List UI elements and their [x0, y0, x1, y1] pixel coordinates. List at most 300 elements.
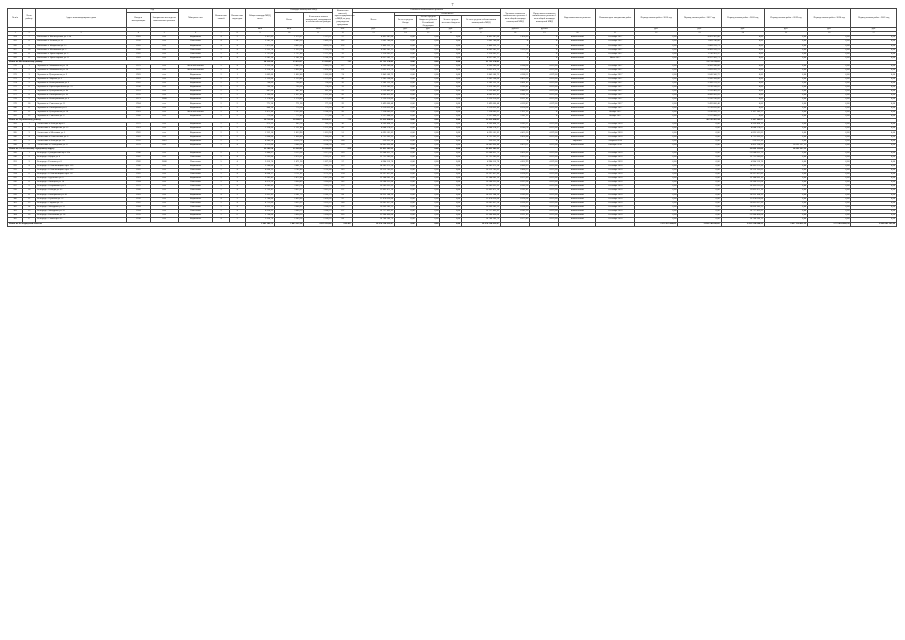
cell-wall: Кирпичные [178, 102, 213, 106]
cell-no: 283 [8, 123, 23, 127]
cell-area_all: 1 555,70 [275, 48, 304, 52]
cell-people: 95 [333, 197, 352, 201]
cell-p16: 0,00 [635, 106, 678, 110]
cell-own: 4 731 962,93 [462, 135, 501, 139]
cell-area: 1 178,00 [245, 98, 274, 102]
cell-p17: 4 903 241,21 [678, 48, 721, 52]
cell-max: 4 676,00 [530, 127, 559, 131]
cell-fund: 0,00 [395, 73, 417, 77]
cell-p19: 0,00 [764, 181, 807, 185]
cell-max: 4 676,00 [530, 197, 559, 201]
cell-own: 13 144 903,16 [462, 177, 501, 181]
cell-reg: 0,00 [416, 131, 440, 135]
cell-p19: 0,00 [764, 177, 807, 181]
cell-date: Сентябрь 2018 [596, 193, 635, 197]
cell-last: нет [150, 69, 178, 73]
cell-own: 14 845 896,48 [462, 143, 501, 147]
cell-unit: 4 504,54 [501, 65, 530, 69]
header-col-year-built: Ввода в эксплуатацию [126, 12, 150, 28]
cell-date: Сентябрь 2018 [596, 177, 635, 181]
header-col-p2016: Период оплаты работ - 2016 год [635, 9, 678, 28]
cell-wall: Кирпичные [178, 98, 213, 102]
cell-no: 270 [8, 65, 23, 69]
cell-p16: 0,00 [635, 40, 678, 44]
cell-reg: 0,00 [416, 214, 440, 218]
cell-no: 281 [8, 110, 23, 114]
grand-total-fund: 0,00 [395, 222, 417, 226]
cell-area_res: 3 081,19 [304, 164, 333, 168]
cell-people: 48 [333, 77, 352, 81]
cell-kind: комплексный [559, 56, 596, 60]
cell-fund: 0,00 [395, 177, 417, 181]
cell-cost: 4 731 962,93 [352, 135, 394, 139]
cell-p17: 0,00 [678, 189, 721, 193]
cell-date: Сентябрь 2018 [596, 156, 635, 160]
cell-own: 4 903 241,21 [462, 48, 501, 52]
cell-last: нет [150, 193, 178, 197]
cell-floors: 2 [213, 114, 229, 118]
cell-area: 3 541,34 [245, 40, 274, 44]
cell-unit: 4 386,42 [501, 85, 530, 89]
cell-cost: 3 559 403,41 [352, 90, 394, 94]
cell-floors: 5 [213, 214, 229, 218]
cell-area_all: 3 648,92 [275, 205, 304, 209]
cell-p16: 0,00 [635, 210, 678, 214]
cell-reg: 0,00 [416, 218, 440, 222]
cell-wall: Кирпичные [178, 77, 213, 81]
cell-ent: 1 [229, 152, 245, 156]
cell-p17: 3 519 032,86 [678, 106, 721, 110]
column-number-cell: 26 [808, 32, 851, 36]
cell-dn: 3 [23, 73, 36, 77]
cell-max: 4 676,00 [530, 102, 559, 106]
cell-dn: 10 [23, 189, 36, 193]
cell-floors: 2 [213, 123, 229, 127]
cell-fund: 0,00 [395, 110, 417, 114]
cell-area: 3 500,00 [245, 164, 274, 168]
column-number-cell: 9 [245, 32, 274, 36]
cell-no: 305 [8, 218, 23, 222]
cell-p17: 5 093 476,79 [678, 69, 721, 73]
cell-dn: 11 [23, 193, 36, 197]
cell-area: 4 689,83 [245, 185, 274, 189]
column-number-cell: 6 [178, 32, 213, 36]
cell-area_res: 2 883,70 [304, 65, 333, 69]
cell-addr: Белгород г. Победы ул. 65 [36, 189, 127, 193]
grand-total-p20: 3 779 024 802,50 [808, 222, 851, 226]
cell-wall: Панельные [178, 201, 213, 205]
cell-fund: 0,00 [395, 210, 417, 214]
unit-cell: рублей [530, 28, 559, 32]
cell-reg: 0,00 [416, 90, 440, 94]
cell-last: нет [150, 201, 178, 205]
cell-people: 39 [333, 81, 352, 85]
grand-total-row [8, 222, 897, 226]
cell-reg: 0,00 [416, 205, 440, 209]
overhaul-register-table [7, 8, 897, 227]
cell-people: 63 [333, 56, 352, 60]
cell-no: 275 [8, 85, 23, 89]
cell-cost: 3 492 066,48 [352, 102, 394, 106]
column-number-cell: 11 [304, 32, 333, 36]
subtotal-cost: 33 421 241,22 [352, 148, 394, 152]
cell-own: 16 601 837,50 [462, 201, 501, 205]
cell-max: 4 676,00 [530, 160, 559, 164]
cell-p17: 4 089 452,83 [678, 94, 721, 98]
cell-loc: 0,00 [440, 90, 462, 94]
cell-p18: 229 951,20 [721, 139, 764, 143]
cell-p17: 4 957 502,71 [678, 56, 721, 60]
cell-p18: 0,00 [721, 102, 764, 106]
cell-p17: 4 969 949,00 [678, 65, 721, 69]
cell-ent: 4 [229, 210, 245, 214]
cell-p17: 0,00 [678, 139, 721, 143]
cell-date: Февраль 2018 [596, 139, 635, 143]
cell-p18: 0,00 [721, 36, 764, 40]
cell-unit: 4 508,12 [501, 73, 530, 77]
cell-fund: 0,00 [395, 168, 417, 172]
cell-no: 280 [8, 106, 23, 110]
cell-floors: 5 [213, 168, 229, 172]
cell-cost: 16 580 931,04 [352, 181, 394, 185]
cell-no: 278 [8, 98, 23, 102]
cell-date: Сентябрь 2018 [596, 131, 635, 135]
subtotal-people: 470 [333, 148, 352, 152]
cell-wall: Кирпичные [178, 81, 213, 85]
header-col-total-area: Общая площадь МКД, всего [245, 9, 274, 28]
cell-area_res: 3 648,92 [304, 205, 333, 209]
cell-area: 975,22 [245, 123, 274, 127]
cell-own: 3 526 916,09 [462, 98, 501, 102]
cell-unit: Х [501, 56, 530, 60]
cell-addr: Шебекино г. Ленина ул. 21 [36, 40, 127, 44]
cell-last: нет [150, 143, 178, 147]
cell-area_all: 3 640,34 [275, 143, 304, 147]
cell-loc: 0,00 [440, 131, 462, 135]
cell-p19: 0,00 [764, 77, 807, 81]
cell-no: 290 [8, 156, 23, 160]
cell-ent: 4 [229, 48, 245, 52]
cell-loc: 0,00 [440, 44, 462, 48]
cell-loc: 0,00 [440, 214, 462, 218]
cell-ent: 4 [229, 181, 245, 185]
cell-p16: 0,00 [635, 135, 678, 139]
cell-p21: 0,00 [851, 139, 897, 143]
header-col-year-overhaul: Завершения последнего капитального ремонта [150, 12, 178, 28]
cell-area_all: 2 485,50 [275, 40, 304, 44]
cell-no: 285 [8, 131, 23, 135]
cell-p17: 0,00 [678, 164, 721, 168]
cell-year: 1976 [126, 94, 150, 98]
cell-own: 5 093 476,79 [462, 69, 501, 73]
cell-p20: 0,00 [808, 106, 851, 110]
cell-p19: 0,00 [764, 106, 807, 110]
cell-loc: 0,00 [440, 156, 462, 160]
header-col-floors: Количество этажей [213, 9, 229, 28]
cell-people: 98 [333, 110, 352, 114]
grand-total-cost: 19 674 520 612,87 [352, 222, 394, 226]
cell-own: 16 717 492,82 [462, 210, 501, 214]
cell-last: нет [150, 36, 178, 40]
cell-date: Сентябрь 2017 [596, 77, 635, 81]
cell-wall: Панельные [178, 40, 213, 44]
cell-p20: 0,00 [808, 189, 851, 193]
cell-reg: 0,00 [416, 152, 440, 156]
cell-addr: Белгород г. Будённого ул. 6 [36, 177, 127, 181]
cell-p18: 0,00 [721, 114, 764, 118]
subtotal-people: 778 [333, 119, 352, 123]
cell-area_all: 2 896,80 [275, 69, 304, 73]
cell-p19: 0,00 [764, 156, 807, 160]
cell-p17: 2 537 808,62 [678, 114, 721, 118]
cell-fund: 0,00 [395, 90, 417, 94]
cell-unit: 4 582,41 [501, 189, 530, 193]
cell-addr: Чернянка п. Центральная ул. 10 [36, 110, 127, 114]
cell-no: 264 [8, 36, 23, 40]
cell-cost: 2 537 808,62 [352, 114, 394, 118]
cell-p16: 0,00 [635, 85, 678, 89]
cell-kind: комплексный [559, 218, 596, 222]
cell-floors: 2 [213, 90, 229, 94]
cell-floors: 4 [213, 193, 229, 197]
cell-area: 4 698,25 [245, 168, 274, 172]
cell-area_res: 2 976,51 [304, 156, 333, 160]
cell-date: Сентябрь 2017 [596, 69, 635, 73]
cell-p21: 0,00 [851, 181, 897, 185]
cell-max: 4 676,00 [530, 172, 559, 176]
cell-p19: 0,00 [764, 90, 807, 94]
cell-year: 1951 [126, 90, 150, 94]
unit-cell: руб. [678, 28, 721, 32]
cell-addr: Чернянка п. Советская ул. 11 [36, 102, 127, 106]
cell-p16: 0,00 [635, 218, 678, 222]
cell-unit: 3 287,32 [501, 114, 530, 118]
cell-p20: 0,00 [808, 156, 851, 160]
cell-unit: Х [501, 52, 530, 56]
cell-fund: 0,00 [395, 127, 417, 131]
cell-area: 1 196,60 [245, 94, 274, 98]
cell-p16: 0,00 [635, 205, 678, 209]
cell-last: нет [150, 56, 178, 60]
cell-p18: 16 601 837,50 [721, 201, 764, 205]
header-col-end-date: Плановая дата завершения работ [596, 9, 635, 28]
cell-p17: 2 469 253,71 [678, 44, 721, 48]
cell-last: нет [150, 152, 178, 156]
header-group-area: Площадь помещений МКД: [275, 9, 333, 13]
cell-p16: 0,00 [635, 69, 678, 73]
cell-dn: 11 [23, 52, 36, 56]
cell-fund: 0,00 [395, 214, 417, 218]
cell-own: 16 297 437,86 [462, 172, 501, 176]
cell-p21: 0,00 [851, 77, 897, 81]
cell-area: 1 252,10 [245, 131, 274, 135]
cell-cost: 10 748 286,76 [352, 218, 394, 222]
cell-kind: комплексный [559, 156, 596, 160]
cell-date: Сентябрь 2018 [596, 168, 635, 172]
cell-date: Сентябрь 2017 [596, 52, 635, 56]
cell-fund: 0,00 [395, 48, 417, 52]
cell-p16: 0,00 [635, 36, 678, 40]
cell-area_res: 5 094,26 [304, 214, 333, 218]
cell-addr: Белгород г. Б.Хмельницкого пр-т 137 [36, 172, 127, 176]
cell-p16: 0,00 [635, 81, 678, 85]
cell-kind: комплексный [559, 214, 596, 218]
cell-ent: 3 [229, 177, 245, 181]
cell-own: 14 201 971,50 [462, 164, 501, 168]
cell-year: 1966 [126, 189, 150, 193]
cell-reg: 0,00 [416, 143, 440, 147]
cell-year: 1963 [126, 73, 150, 77]
cell-p16: 0,00 [635, 139, 678, 143]
cell-area_res: 772,00 [304, 114, 333, 118]
cell-p17: 0,00 [678, 172, 721, 176]
cell-people: 292 [333, 44, 352, 48]
cell-dn: 10 [23, 48, 36, 52]
cell-area_res: 4 895,50 [304, 44, 333, 48]
cell-max: 4 676,00 [530, 106, 559, 110]
cell-dn: 15 [23, 210, 36, 214]
cell-p19: 0,00 [764, 164, 807, 168]
cell-cost: 5 093 476,79 [352, 69, 394, 73]
cell-kind: комплексный [559, 106, 596, 110]
cell-no: 297 [8, 185, 23, 189]
cell-p19: 0,00 [764, 168, 807, 172]
cell-dn: 10 [23, 102, 36, 106]
cell-floors: 2 [213, 98, 229, 102]
cell-unit: 2 957,32 [501, 110, 530, 114]
cell-floors: 2 [213, 135, 229, 139]
cell-p19: 0,00 [764, 69, 807, 73]
cell-own: 4 089 452,83 [462, 94, 501, 98]
cell-p20: 0,00 [808, 65, 851, 69]
cell-addr: Белгород г. Мичурина ул. 53 [36, 205, 127, 209]
cell-dn: 3 [23, 160, 36, 164]
cell-area_res: 3 635,23 [304, 201, 333, 205]
cell-p18: 16 669 382,52 [721, 205, 764, 209]
cell-loc: 0,00 [440, 197, 462, 201]
cell-wall: Кирпичные [178, 90, 213, 94]
subtotal-p17: 46 745 287,34 [678, 119, 721, 123]
cell-reg: 0,00 [416, 164, 440, 168]
cell-p18: 16 319 705,03 [721, 168, 764, 172]
cell-p16: 0,00 [635, 102, 678, 106]
cell-floors: 2 [213, 94, 229, 98]
cell-kind: комплексный [559, 197, 596, 201]
cell-area_res: 1 727,00 [304, 52, 333, 56]
cell-wall: Кирпичные [178, 56, 213, 60]
header-group-cost-incl: в том числе: [395, 12, 501, 16]
cell-ent: 2 [229, 77, 245, 81]
cell-p16: 0,00 [635, 164, 678, 168]
grand-total-unit [501, 222, 530, 226]
cell-p17: 0,00 [678, 168, 721, 172]
cell-p17: 2 619 243,62 [678, 85, 721, 89]
cell-unit: 4 436,66 [501, 152, 530, 156]
column-number-cell: 17 [462, 32, 501, 36]
cell-year: 1982 [126, 160, 150, 164]
cell-cost: 14 201 971,50 [352, 164, 394, 168]
cell-p20: 0,00 [808, 185, 851, 189]
cell-p18: 4 984 316,78 [721, 160, 764, 164]
cell-p21: 0,00 [851, 156, 897, 160]
cell-p21: 0,00 [851, 56, 897, 60]
cell-max: 4 676,00 [530, 164, 559, 168]
cell-max: Х [530, 139, 559, 143]
cell-last: нет [150, 168, 178, 172]
column-number-cell: 24 [721, 32, 764, 36]
cell-max: Х [530, 114, 559, 118]
cell-dn: 5 [23, 139, 36, 143]
cell-kind: комплексный [559, 36, 596, 40]
cell-own: 16 669 382,52 [462, 205, 501, 209]
cell-p19: 0,00 [764, 189, 807, 193]
cell-reg: 0,00 [416, 48, 440, 52]
cell-unit: 4 610,13 [501, 156, 530, 160]
cell-fund: 0,00 [395, 77, 417, 81]
cell-area: 2 650,70 [245, 218, 274, 222]
cell-wall: Панельные [178, 160, 213, 164]
subtotal-area_res: 12 343,92 [304, 148, 333, 152]
cell-p20: 0,00 [808, 123, 851, 127]
cell-p19: 10 392 127,53 [764, 143, 807, 147]
cell-dn: 5 [23, 168, 36, 172]
cell-p18: 0,00 [721, 69, 764, 73]
cell-loc: 0,00 [440, 110, 462, 114]
cell-p18: 4 453 768,95 [721, 143, 764, 147]
subtotal-area: 18 711,69 [245, 119, 274, 123]
cell-people: 153 [333, 185, 352, 189]
cell-reg: 0,00 [416, 135, 440, 139]
cell-people: 36 [333, 106, 352, 110]
cell-p17: 1 316 961,97 [678, 52, 721, 56]
cell-max: 4 676,00 [530, 168, 559, 172]
cell-people: 189 [333, 152, 352, 156]
header-col-wall-material: Материал стен [178, 9, 213, 28]
cell-p21: 0,00 [851, 90, 897, 94]
cell-area: 1 129,00 [245, 77, 274, 81]
cell-own: 229 951,20 [462, 139, 501, 143]
cell-year: 1972 [126, 185, 150, 189]
cell-p18: 4 269 490,12 [721, 123, 764, 127]
cell-own: 7 328 003,03 [462, 110, 501, 114]
cell-unit: 4 144,78 [501, 127, 530, 131]
cell-year: 1979 [126, 143, 150, 147]
cell-p18: 16 505 621,63 [721, 185, 764, 189]
cell-no: 289 [8, 152, 23, 156]
cell-p19: 0,00 [764, 56, 807, 60]
cell-own: 16 319 705,03 [462, 168, 501, 172]
cell-reg: 0,00 [416, 160, 440, 164]
cell-reg: 0,00 [416, 123, 440, 127]
cell-kind: комплексный [559, 210, 596, 214]
cell-area_all: 3 664,09 [275, 181, 304, 185]
cell-p18: 0,00 [721, 65, 764, 69]
cell-last: нет [150, 131, 178, 135]
cell-area: 5 760,00 [245, 214, 274, 218]
cell-wall: Кирпичные [178, 139, 213, 143]
cell-cost: 16 319 705,03 [352, 168, 394, 172]
cell-floors: 4 [213, 40, 229, 44]
cell-own: 16 505 621,63 [462, 185, 501, 189]
cell-wall: Кирпичные [178, 36, 213, 40]
cell-p21: 0,00 [851, 168, 897, 172]
header-col-cost-local: За счет средств местного бюджета [440, 16, 462, 28]
cell-area: 772,00 [245, 114, 274, 118]
cell-fund: 0,00 [395, 205, 417, 209]
cell-kind: комплексный [559, 135, 596, 139]
cell-date: Сентябрь 2018 [596, 218, 635, 222]
cell-area_all: 776,10 [275, 106, 304, 110]
